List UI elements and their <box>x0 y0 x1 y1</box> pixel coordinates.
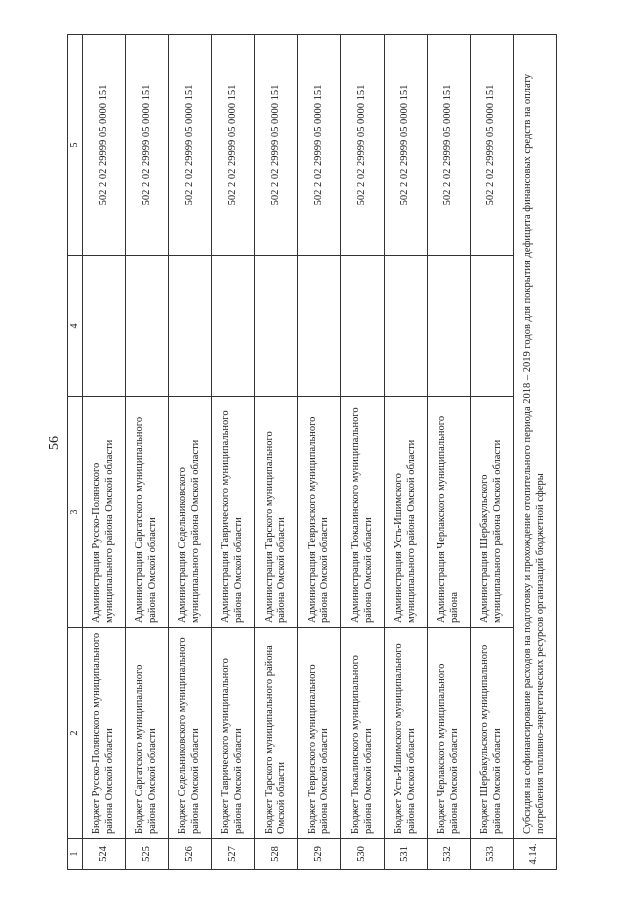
section-row <box>513 35 556 870</box>
table-header-row <box>68 35 83 870</box>
row-number: 528 <box>255 839 298 870</box>
column-4-value <box>427 256 470 397</box>
row-number: 527 <box>212 839 255 870</box>
administrator-name: Администрация Седельниковского муниципального района Омской области <box>169 397 212 628</box>
administrator-name: Администрация Шербакульского муниципального района Омской области <box>470 397 513 628</box>
column-4-value <box>255 256 298 397</box>
budget-code: 502 2 02 29999 05 0000 151 <box>470 35 513 256</box>
budget-name: Бюджет Седельниковского муниципального района Омской области <box>169 628 212 839</box>
column-4-value <box>470 256 513 397</box>
administrator-name: Администрация Таврического муниципального района Омской области <box>212 397 255 628</box>
row-number: 533 <box>470 839 513 870</box>
budget-name: Бюджет Шербакульского муниципального района Омской области <box>470 628 513 839</box>
table-row <box>212 35 255 870</box>
table-row <box>298 35 341 870</box>
row-number: 524 <box>83 839 126 870</box>
budget-name: Бюджет Черлакского муниципального района Омской области <box>427 628 470 839</box>
administrator-name: Администрация Черлакского муниципального района <box>427 397 470 628</box>
page-number: 56 <box>47 436 62 450</box>
budget-name: Бюджет Таврического муниципального района Омской области <box>212 628 255 839</box>
row-number: 525 <box>126 839 169 870</box>
administrator-name: Администрация Усть-Ишимского муниципального района Омской области <box>384 397 427 628</box>
budget-name: Бюджет Тевризского муниципального района Омской области <box>298 628 341 839</box>
column-4-value <box>298 256 341 397</box>
header-col-1: 1 <box>68 839 83 870</box>
row-number: 532 <box>427 839 470 870</box>
column-4-value <box>212 256 255 397</box>
budget-name: Бюджет Усть-Ишимского муниципального района Омской области <box>384 628 427 839</box>
budget-code: 502 2 02 29999 05 0000 151 <box>255 35 298 256</box>
budget-table <box>67 34 557 870</box>
table-row <box>169 35 212 870</box>
table-row <box>341 35 384 870</box>
administrator-name: Администрация Тарского муниципального района Омской области <box>255 397 298 628</box>
administrator-name: Администрация Русско-Полянского муниципального района Омской области <box>83 397 126 628</box>
column-4-value <box>126 256 169 397</box>
budget-code: 502 2 02 29999 05 0000 151 <box>212 35 255 256</box>
administrator-name: Администрация Тюкалинского муниципального района Омской области <box>341 397 384 628</box>
budget-name: Бюджет Русско-Полянского муниципального района Омской области <box>83 628 126 839</box>
budget-code: 502 2 02 29999 05 0000 151 <box>126 35 169 256</box>
row-number: 530 <box>341 839 384 870</box>
rotated-page-content <box>67 36 557 870</box>
header-col-5: 5 <box>68 35 83 256</box>
header-col-3: 3 <box>68 397 83 628</box>
column-4-value <box>341 256 384 397</box>
budget-code: 502 2 02 29999 05 0000 151 <box>169 35 212 256</box>
header-col-4: 4 <box>68 256 83 397</box>
column-4-value <box>83 256 126 397</box>
budget-name: Бюджет Саргатского муниципального района Омской области <box>126 628 169 839</box>
budget-name: Бюджет Тюкалинского муниципального района Омской области <box>341 628 384 839</box>
row-number: 531 <box>384 839 427 870</box>
budget-code: 502 2 02 29999 05 0000 151 <box>384 35 427 256</box>
table-row <box>384 35 427 870</box>
administrator-name: Администрация Саргатского муниципального района Омской области <box>126 397 169 628</box>
section-description: Субсидия на софинансирование расходов на подготовку и прохождение отопительного периода 2018 – 2019 годов для покрытия дефицита финансовых средств на оплату потребления топливно-энергетических ресурсов организаций бюджетной сферы <box>513 35 556 839</box>
column-4-value <box>384 256 427 397</box>
administrator-name: Администрация Тевризского муниципального района Омской области <box>298 397 341 628</box>
budget-name: Бюджет Тарского муниципального района Омской области <box>255 628 298 839</box>
row-number: 529 <box>298 839 341 870</box>
table-row <box>255 35 298 870</box>
budget-code: 502 2 02 29999 05 0000 151 <box>427 35 470 256</box>
budget-code: 502 2 02 29999 05 0000 151 <box>83 35 126 256</box>
header-col-2: 2 <box>68 628 83 839</box>
section-code: 4.14. <box>513 839 556 870</box>
budget-code: 502 2 02 29999 05 0000 151 <box>298 35 341 256</box>
table-row <box>83 35 126 870</box>
table-row <box>427 35 470 870</box>
row-number: 526 <box>169 839 212 870</box>
column-4-value <box>169 256 212 397</box>
table-row <box>470 35 513 870</box>
table-row <box>126 35 169 870</box>
budget-code: 502 2 02 29999 05 0000 151 <box>341 35 384 256</box>
